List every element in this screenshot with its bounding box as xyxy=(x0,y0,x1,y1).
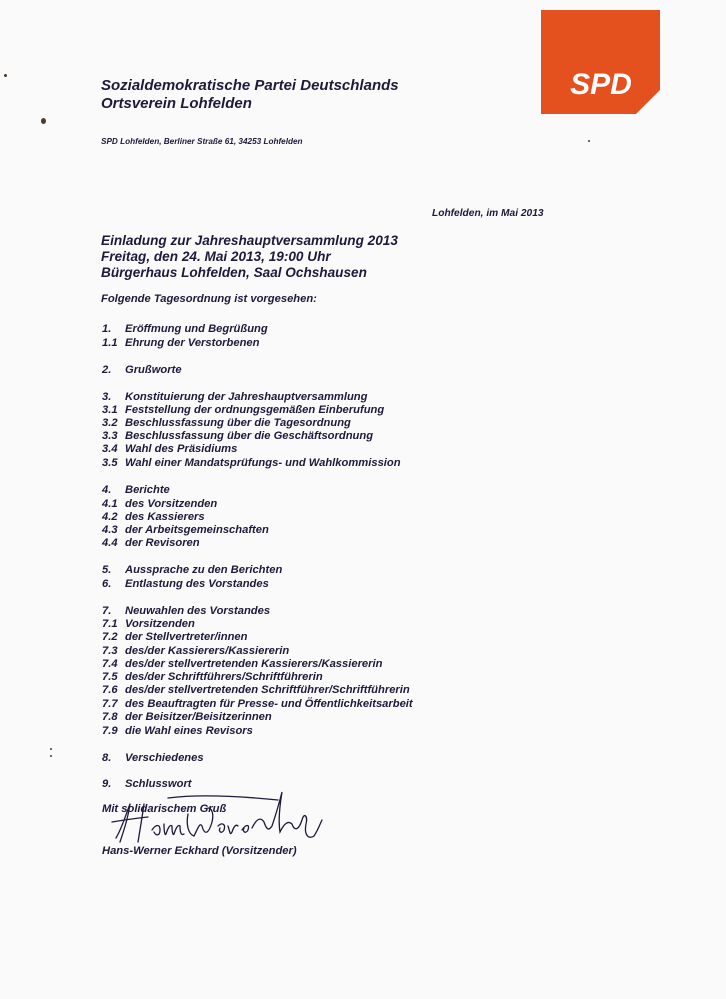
agenda-item-number: 5. xyxy=(102,564,112,576)
spd-logo xyxy=(541,10,660,114)
sender-address: SPD Lohfelden, Berliner Straße 61, 34253 Lohfelden xyxy=(101,137,303,146)
agenda-item-number: 3. xyxy=(102,391,112,403)
agenda-item-text: Berichte xyxy=(125,484,170,496)
agenda-item-number: 4.2 xyxy=(102,511,118,523)
agenda-item-number: 3.3 xyxy=(102,430,118,442)
scan-speck xyxy=(41,118,46,124)
agenda-item-text: des/der Kassierers/Kassiererin xyxy=(125,645,290,657)
agenda-item-number: 2. xyxy=(102,364,112,376)
handwritten-signature xyxy=(108,790,328,850)
scan-speck xyxy=(50,755,52,757)
agenda-item-text: der Stellvertreter/innen xyxy=(125,631,248,643)
agenda-item-text: Ehrung der Verstorbenen xyxy=(125,337,260,349)
agenda-item-number: 1. xyxy=(102,323,112,335)
agenda-item-number: 7.5 xyxy=(102,671,118,683)
agenda-item-number: 6. xyxy=(102,578,112,590)
agenda-item-number: 4.3 xyxy=(102,524,118,536)
invitation-title: Einladung zur Jahreshauptversammlung 2013 xyxy=(101,233,398,248)
agenda-item-number: 4.4 xyxy=(102,537,118,549)
agenda-item-text: die Wahl eines Revisors xyxy=(125,725,253,737)
meeting-venue: Bürgerhaus Lohfelden, Saal Ochshausen xyxy=(101,265,367,280)
agenda-item-text: des Vorsitzenden xyxy=(125,498,218,510)
agenda-intro: Folgende Tagesordnung ist vorgesehen: xyxy=(101,293,317,305)
agenda-item-text: Neuwahlen des Vorstandes xyxy=(125,605,271,617)
agenda-item-text: Entlastung des Vorstandes xyxy=(125,578,269,590)
agenda-item-text: Eröffmung und Begrüßung xyxy=(125,323,268,335)
local-branch-name: Ortsverein Lohfelden xyxy=(101,95,252,112)
agenda-item-number: 8. xyxy=(102,752,112,764)
agenda-item-text: Wahl einer Mandatsprüfungs- und Wahlkommission xyxy=(125,457,401,469)
agenda-item-text: Vorsitzenden xyxy=(125,618,195,630)
spd-logo-text: SPD xyxy=(570,68,632,101)
agenda-item-text: Beschlussfassung über die Geschäftsordnung xyxy=(125,430,374,442)
agenda-item-number: 4. xyxy=(102,484,112,496)
agenda-item-number: 7.9 xyxy=(102,725,118,737)
agenda-item-number: 7.7 xyxy=(102,698,118,710)
agenda-item-number: 1.1 xyxy=(102,337,118,349)
agenda-item-number: 7.8 xyxy=(102,711,118,723)
agenda-item-text: des/der stellvertretenden Schriftführer/Schriftführerin xyxy=(125,684,410,696)
organization-name: Sozialdemokratische Partei Deutschlands xyxy=(101,77,399,94)
agenda-item-number: 3.5 xyxy=(102,457,118,469)
agenda-item-text: des/der stellvertretenden Kassierers/Kassiererin xyxy=(125,658,383,670)
agenda-item-number: 7.1 xyxy=(102,618,118,630)
agenda-item-number: 7.3 xyxy=(102,645,118,657)
closing-greeting: Mit solidarischem Gruß xyxy=(102,803,227,815)
agenda-item-number: 7.2 xyxy=(102,631,118,643)
agenda-item-text: Verschiedenes xyxy=(125,752,204,764)
agenda-item-number: 4.1 xyxy=(102,498,118,510)
agenda-item-text: Konstituierung der Jahreshauptversammlung xyxy=(125,391,368,403)
agenda-item-text: Feststellung der ordnungsgemäßen Einberufung xyxy=(125,404,385,416)
agenda-item-text: des Beauftragten für Presse- und Öffentlichkeitsarbeit xyxy=(125,698,413,710)
agenda-item-text: der Revisoren xyxy=(125,537,200,549)
agenda-item-number: 7. xyxy=(102,605,112,617)
agenda-item-text: der Beisitzer/Beisitzerinnen xyxy=(125,711,272,723)
scan-speck xyxy=(50,748,52,750)
agenda-item-text: der Arbeitsgemeinschaften xyxy=(125,524,269,536)
agenda-item-text: Schlusswort xyxy=(125,778,192,790)
agenda-item-number: 3.1 xyxy=(102,404,118,416)
agenda-item-text: Aussprache zu den Berichten xyxy=(125,564,283,576)
scan-speck xyxy=(4,74,7,77)
agenda-item-number: 9. xyxy=(102,778,112,790)
agenda-item-text: Grußworte xyxy=(125,364,182,376)
scan-speck xyxy=(588,140,590,142)
agenda-item-text: Beschlussfassung über die Tagesordnung xyxy=(125,417,351,429)
agenda-item-number: 7.4 xyxy=(102,658,118,670)
agenda-item-number: 3.4 xyxy=(102,443,118,455)
agenda-item-text: Wahl des Präsidiums xyxy=(125,443,238,455)
place-and-date: Lohfelden, im Mai 2013 xyxy=(432,208,544,219)
agenda-item-number: 7.6 xyxy=(102,684,118,696)
signer-name: Hans-Werner Eckhard (Vorsitzender) xyxy=(102,845,297,857)
agenda-item-number: 3.2 xyxy=(102,417,118,429)
meeting-datetime: Freitag, den 24. Mai 2013, 19:00 Uhr xyxy=(101,249,331,264)
agenda-item-text: des/der Schriftführers/Schriftführerin xyxy=(125,671,323,683)
agenda-item-text: des Kassierers xyxy=(125,511,205,523)
